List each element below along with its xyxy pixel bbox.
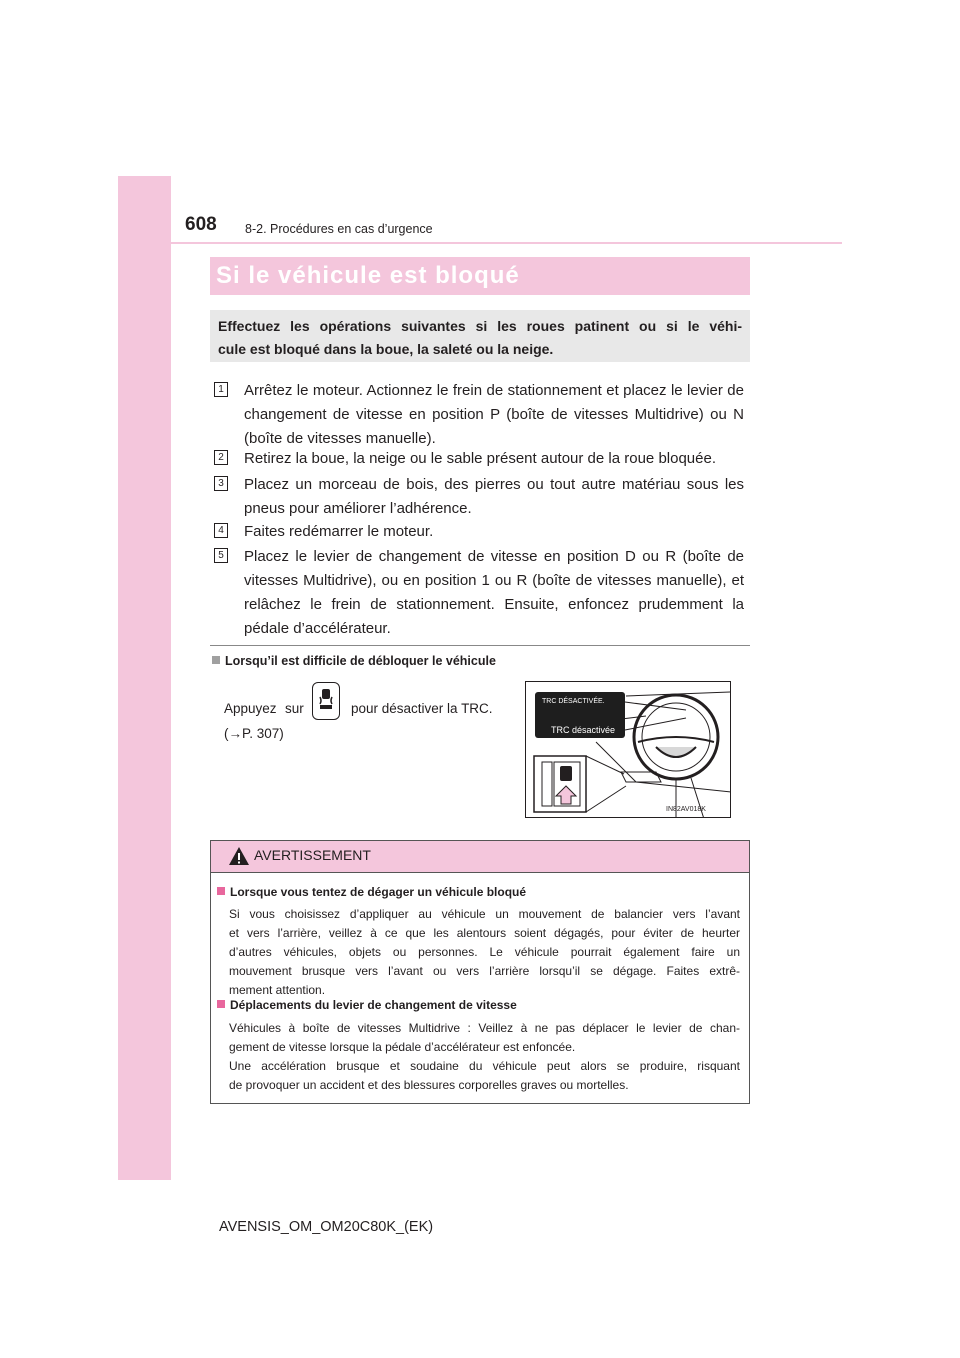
- step-number: 1: [214, 382, 228, 397]
- warning-line: Si vous choisissez d’appliquer au véhicule un mouvement de balancier vers l’avant: [229, 907, 740, 921]
- warning-line: d’autres véhicules, objets ou personnes. Le véhicule pourrait également faire un: [229, 945, 740, 959]
- trc-off-icon: [313, 683, 339, 719]
- step-number: 2: [214, 450, 228, 465]
- section-divider: [210, 645, 750, 646]
- step-line: Placez le levier de changement de vitesse en position D ou R (boîte de: [244, 548, 744, 565]
- sub-section-heading-text: Lorsqu’il est difficile de débloquer le véhicule: [225, 654, 496, 668]
- page-title: Si le véhicule est bloqué: [216, 262, 520, 289]
- page-reference-link[interactable]: (→P. 307): [224, 726, 284, 741]
- step-line: relâchez le frein de stationnement. Ensuite, enfoncez prudemment la: [244, 596, 744, 613]
- warning-title: AVERTISSEMENT: [254, 847, 371, 863]
- step-line: Retirez la boue, la neige ou le sable présent autour de la roue bloquée.: [244, 450, 716, 467]
- chapter-sidebar-tab: [118, 176, 171, 1180]
- trc-off-button-icon: [312, 682, 340, 720]
- trc-text-before: Appuyez: [224, 701, 277, 716]
- step-text: [244, 473, 744, 521]
- warning-box: [210, 840, 750, 1104]
- step-text: [244, 545, 744, 641]
- step-line: changement de vitesse en position P (boîte de vitesses Multidrive) ou N: [244, 406, 744, 423]
- warning-item-heading-text: Lorsque vous tentez de dégager un véhicule bloqué: [230, 885, 527, 899]
- warning-line: mement attention.: [229, 983, 326, 997]
- warning-item-text: [229, 1019, 740, 1095]
- warning-line: gement de vitesse lorsque la pédale d’accélérateur est enfoncée.: [229, 1040, 576, 1054]
- trc-text-after: pour désactiver la TRC.: [351, 701, 493, 716]
- illustration-code: IN82AV018K: [666, 806, 706, 813]
- page-title-bar: [210, 257, 750, 295]
- warning-item-heading-text: Déplacements du levier de changement de vitesse: [230, 998, 517, 1012]
- page-number: 608: [185, 214, 217, 235]
- intro-line: Effectuez les opérations suivantes si les roues patinent ou si le véhi-: [218, 318, 742, 334]
- intro-line: cule est bloqué dans la boue, la saleté ou la neige.: [218, 341, 554, 357]
- display-message-2: TRC désactivée: [551, 725, 616, 735]
- step-line: Faites redémarrer le moteur.: [244, 523, 434, 540]
- warning-header: [211, 841, 749, 873]
- step-text: [244, 447, 744, 471]
- step-number: 3: [214, 476, 228, 491]
- display-message-1: TRC DÉSACTIVÉE.: [542, 698, 605, 705]
- warning-triangle-icon: [228, 846, 250, 866]
- step-line: Arrêtez le moteur. Actionnez le frein de stationnement et placez le levier de: [244, 382, 744, 399]
- step-text: [244, 379, 744, 451]
- step-number: 4: [214, 523, 228, 538]
- step-line: pneus pour améliorer l’adhérence.: [244, 500, 472, 517]
- square-bullet-icon: [217, 887, 225, 895]
- warning-item-heading: [217, 998, 517, 1012]
- warning-line: de provoquer un accident et des blessures corporelles graves ou mortelles.: [229, 1078, 629, 1092]
- intro-box: [210, 310, 750, 362]
- warning-item-heading: [217, 885, 526, 899]
- trc-text-sur: sur: [285, 701, 304, 716]
- step-number: 5: [214, 548, 228, 563]
- sub-section-heading: [212, 654, 496, 668]
- dashboard-illustration: [525, 681, 731, 818]
- square-bullet-icon: [217, 1000, 225, 1008]
- warning-line: Véhicules à boîte de vitesses Multidrive : Veillez à ne pas déplacer le levier de chan-: [229, 1021, 740, 1035]
- warning-item-text: [229, 905, 740, 1000]
- step-line: (boîte de vitesses manuelle).: [244, 430, 436, 447]
- step-line: Placez un morceau de bois, des pierres ou tout autre matériau sous les: [244, 476, 744, 493]
- step-line: vitesses Multidrive), ou en position 1 ou R (boîte de vitesses manuelle), et: [244, 572, 744, 589]
- header-divider: [171, 242, 842, 244]
- document-code-footer: AVENSIS_OM_OM20C80K_(EK): [219, 1219, 434, 1235]
- square-bullet-icon: [212, 656, 220, 664]
- warning-line: Une accélération brusque et soudaine du véhicule peut alors se produire, risquant: [229, 1059, 740, 1073]
- section-title: 8-2. Procédures en cas d’urgence: [245, 222, 433, 236]
- warning-line: mouvement brusque vers l’avant ou vers l’arrière lorsqu’il se dégage. Faites extrê-: [229, 964, 740, 978]
- step-text: [244, 520, 744, 544]
- step-line: pédale d’accélérateur.: [244, 620, 391, 637]
- warning-line: et vers l’arrière, veillez à ce que les alentours soient dégagés, pour éviter de heurter: [229, 926, 740, 940]
